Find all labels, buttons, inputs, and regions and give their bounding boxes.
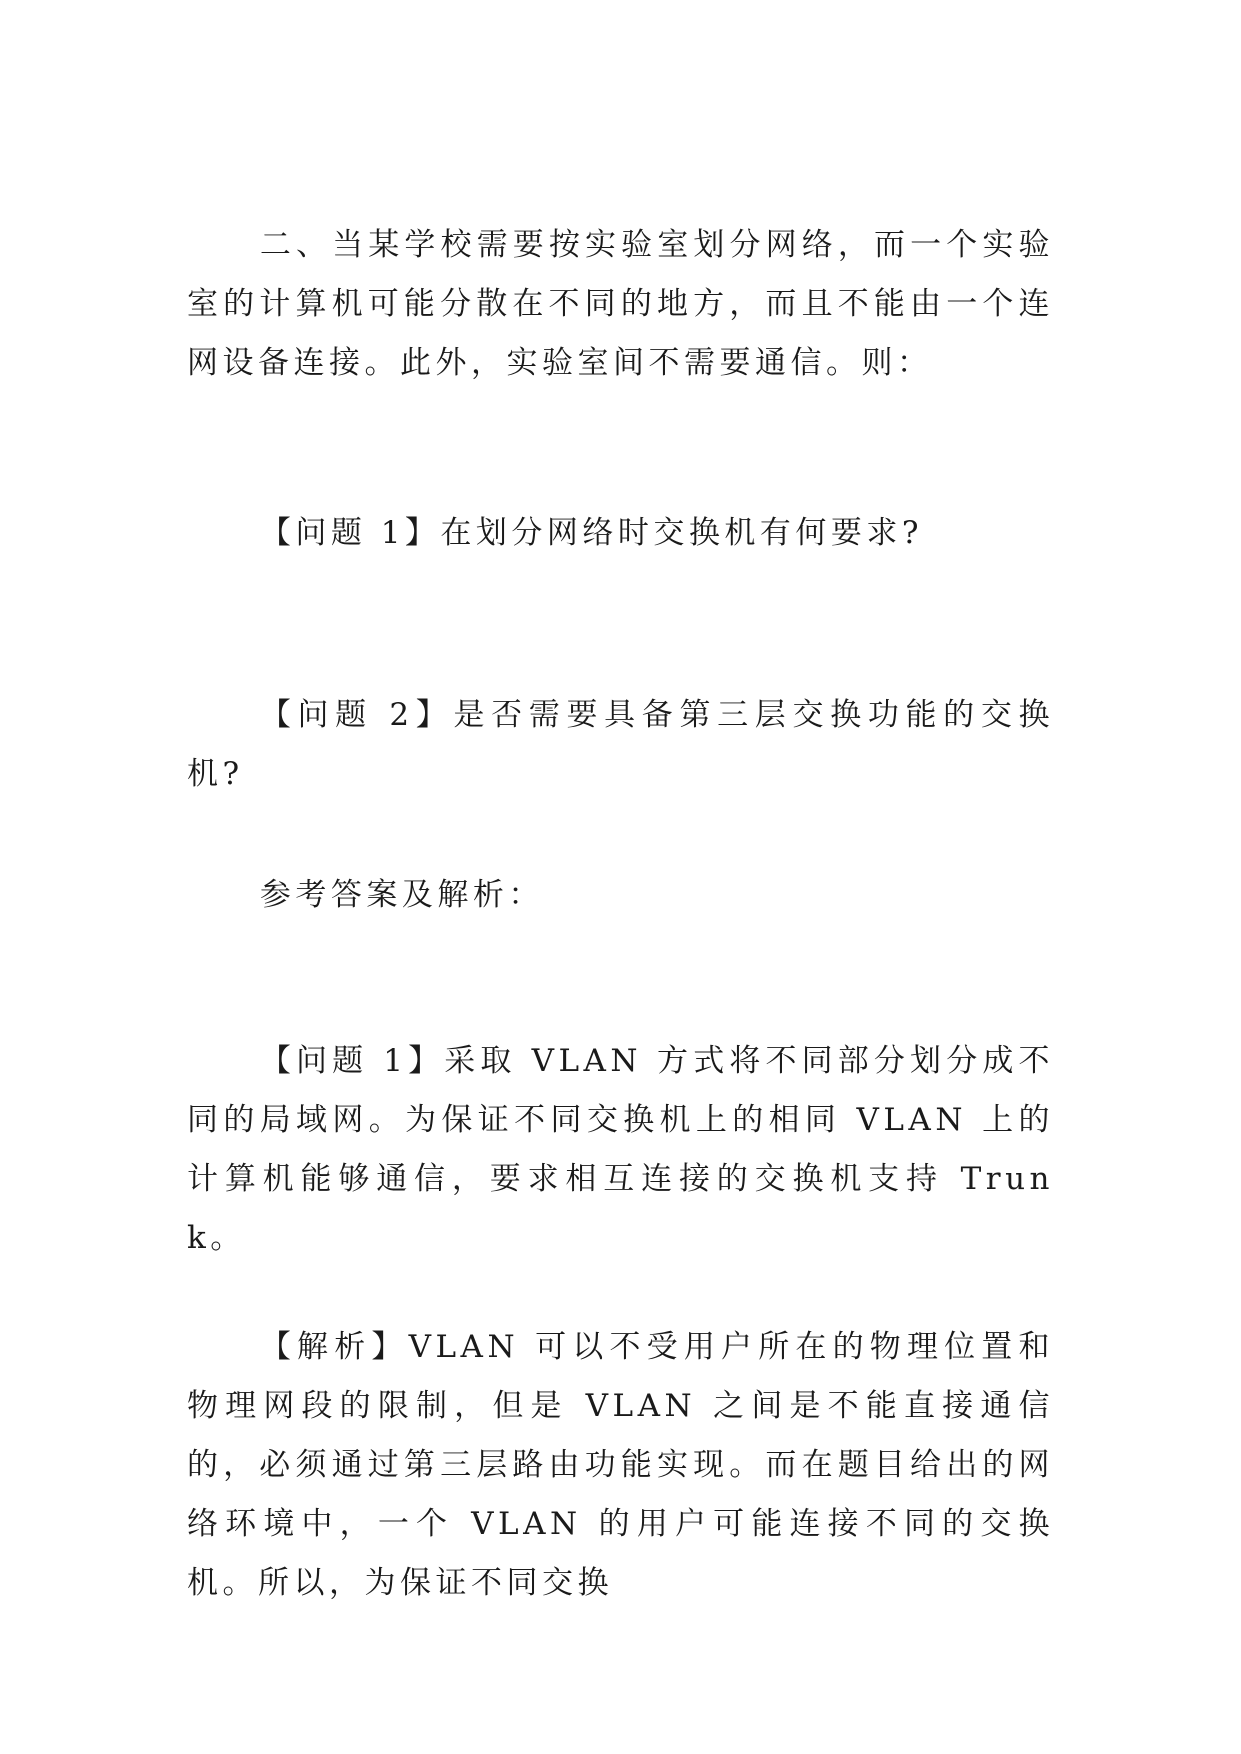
analysis-paragraph: 【解析】VLAN 可以不受用户所在的物理位置和物理网段的限制，但是 VLAN 之间是不能直接通信的，必须通过第三层路由功能实现。而在题目给出的网络环境中，一个 VLAN 的用户可能连接不同的交换机。所以，为保证不同交换 [187,1329,1054,1601]
intro-paragraph: 二、当某学校需要按实验室划分网络，而一个实验室的计算机可能分散在不同的地方，而且不能由一个连网设备连接。此外，实验室间不需要通信。则： [187,227,1054,381]
question-2-paragraph: 【问题 2】是否需要具备第三层交换功能的交换机? [187,697,1054,792]
reference-answer-heading: 参考答案及解析： [259,877,544,913]
question-1-paragraph: 【问题 1】在划分网络时交换机有何要求? [259,515,924,551]
answer-1-paragraph: 【问题 1】采取 VLAN 方式将不同部分划分成不同的局域网。为保证不同交换机上的相同 VLAN 上的计算机能够通信，要求相互连接的交换机支持 Trunk。 [187,1043,1054,1256]
